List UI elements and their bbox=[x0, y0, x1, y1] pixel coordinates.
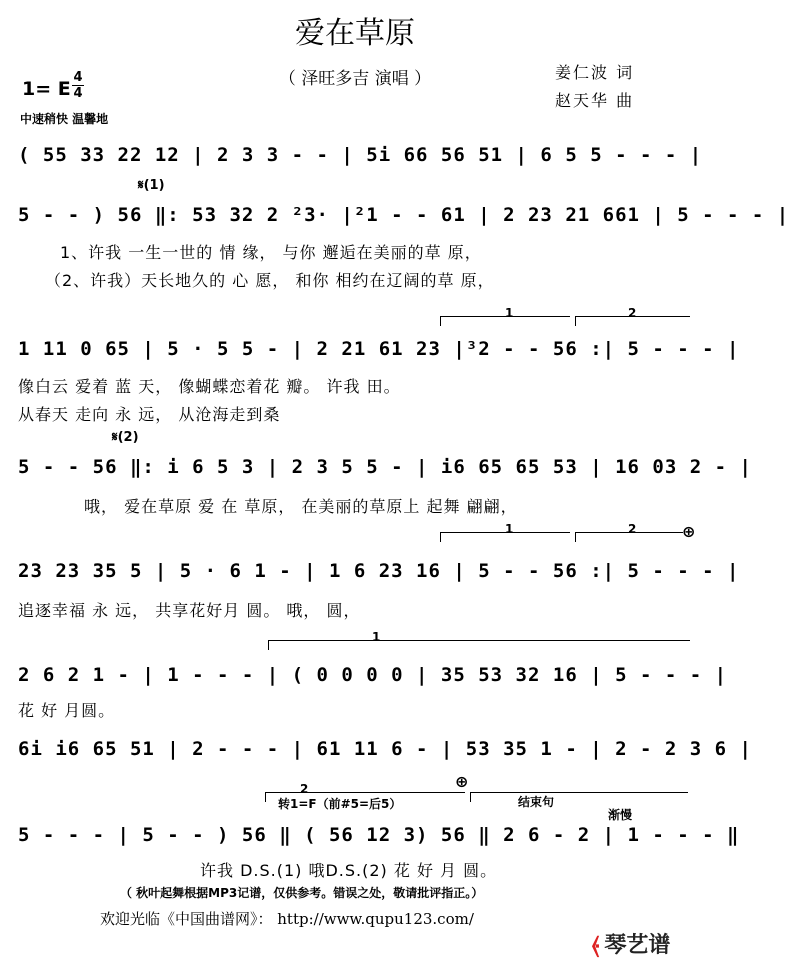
ending-line bbox=[470, 792, 688, 793]
time-signature bbox=[72, 70, 84, 101]
logo bbox=[592, 928, 670, 959]
logo-mark-icon: ⦑ bbox=[592, 933, 600, 958]
volta-2-number-b: 2 bbox=[628, 522, 637, 536]
volta-1-start-b bbox=[440, 532, 441, 542]
lyricist-credit: 姜仁波 词 bbox=[555, 63, 635, 82]
score-row-5: 23 23 35 5 | 5 · 6 1 - | 1 6 23 16 | 5 - - 56 :| 5 - - - | bbox=[18, 560, 740, 582]
segno-2: 𝄋(2) bbox=[112, 430, 139, 445]
segno-1: 𝄋(1) bbox=[138, 178, 165, 193]
score-row-8: 5 - - - | 5 - - ) 56 ‖ ( 56 12 3) 56 ‖ 2 6 - 2 | 1 - - - ‖ bbox=[18, 824, 740, 846]
score-row-7: 6i i6 65 51 | 2 - - - | 61 11 6 - | 53 35 1 - | 2 - 2 3 6 | bbox=[18, 738, 752, 760]
volta-2-start bbox=[575, 316, 576, 326]
ending-label: 结束句 bbox=[518, 795, 555, 809]
volta-1-start-c bbox=[268, 640, 269, 650]
tempo-marking: 中速稍快 温馨地 bbox=[20, 112, 109, 126]
time-bottom: 4 bbox=[73, 86, 83, 101]
lyric-row-3-verse-1: 像白云 爱着 蓝 天， 像蝴蝶恋着花 瓣。 许我 田。 bbox=[18, 377, 401, 396]
logo-text: 琴艺谱 bbox=[604, 933, 671, 958]
ending-start bbox=[470, 792, 471, 802]
composer-credit: 赵天华 曲 bbox=[555, 91, 635, 110]
volta-1-line-c bbox=[268, 640, 690, 641]
score-row-3: 1 11 0 65 | 5 · 5 5 - | 2 21 61 23 |³2 - - 56 :| 5 - - - | bbox=[18, 338, 740, 360]
lyric-row-3-verse-2: 从春天 走向 永 远， 从沧海走到桑 bbox=[18, 405, 281, 424]
site-link[interactable]: 欢迎光临《中国曲谱网》： http://www.qupu123.com/ bbox=[100, 910, 474, 928]
volta-2-start-b bbox=[575, 532, 576, 542]
lyric-row-8: 许我 D.S.(1) 哦D.S.(2) 花 好 月 圆。 bbox=[200, 861, 498, 880]
time-top: 4 bbox=[73, 70, 83, 85]
lyric-row-4: 哦， 爱在草原 爱 在 草原， 在美丽的草原上 起舞 翩翩， bbox=[84, 497, 518, 516]
lyric-row-2-verse-1: 1、许我 一生一世的 情 缘， 与你 邂逅在美丽的草 原， bbox=[60, 243, 482, 262]
page-title: 爱在草原 bbox=[295, 16, 415, 51]
score-row-1: ( 55 33 22 12 | 2 3 3 - - | 5i 66 56 51 | 6 5 5 - - - | bbox=[18, 144, 703, 166]
volta-2-number-d: 2 bbox=[300, 782, 309, 796]
volta-2-start-d bbox=[265, 792, 266, 802]
lyric-row-2-verse-2: （2、许我）天长地久的 心 愿， 和你 相约在辽阔的草 原， bbox=[45, 271, 495, 290]
key-signature: 1= E bbox=[22, 78, 71, 100]
ritardando-label: 渐慢 bbox=[608, 808, 633, 822]
coda-icon-2: ⊕ bbox=[455, 772, 469, 791]
lyric-row-5: 追逐幸福 永 远， 共享花好月 圆。 哦， 圆， bbox=[18, 601, 361, 620]
volta-1-number-b: 1 bbox=[505, 522, 514, 536]
lyric-row-6: 花 好 月圆。 bbox=[18, 701, 116, 720]
score-row-2: 5 - - ) 56 ‖: 53 32 2 ²3· |²1 - - 61 | 2 23 21 661 | 5 - - - | bbox=[18, 204, 789, 226]
volta-1-number-c: 1 bbox=[372, 630, 381, 644]
score-row-6: 2 6 2 1 - | 1 - - - | ( 0 0 0 0 | 35 53 32 16 | 5 - - - | bbox=[18, 664, 728, 686]
volta-2-line-d bbox=[265, 792, 465, 793]
volta-2-number: 2 bbox=[628, 306, 637, 320]
volta-1-start bbox=[440, 316, 441, 326]
modulation-label: 转1=F（前#5=后5） bbox=[278, 797, 402, 811]
volta-1-number: 1 bbox=[505, 306, 514, 320]
performer-subtitle: （ 泽旺多吉 演唱 ） bbox=[278, 69, 432, 89]
transcriber-note: （ 秋叶起舞根据MP3记谱，仅供参考。错误之处，敬请批评指正。） bbox=[120, 886, 484, 900]
score-row-4: 5 - - 56 ‖: i 6 5 3 | 2 3 5 5 - | i6 65 65 53 | 16 03 2 - | bbox=[18, 456, 752, 478]
coda-icon: ⊕ bbox=[682, 522, 696, 541]
